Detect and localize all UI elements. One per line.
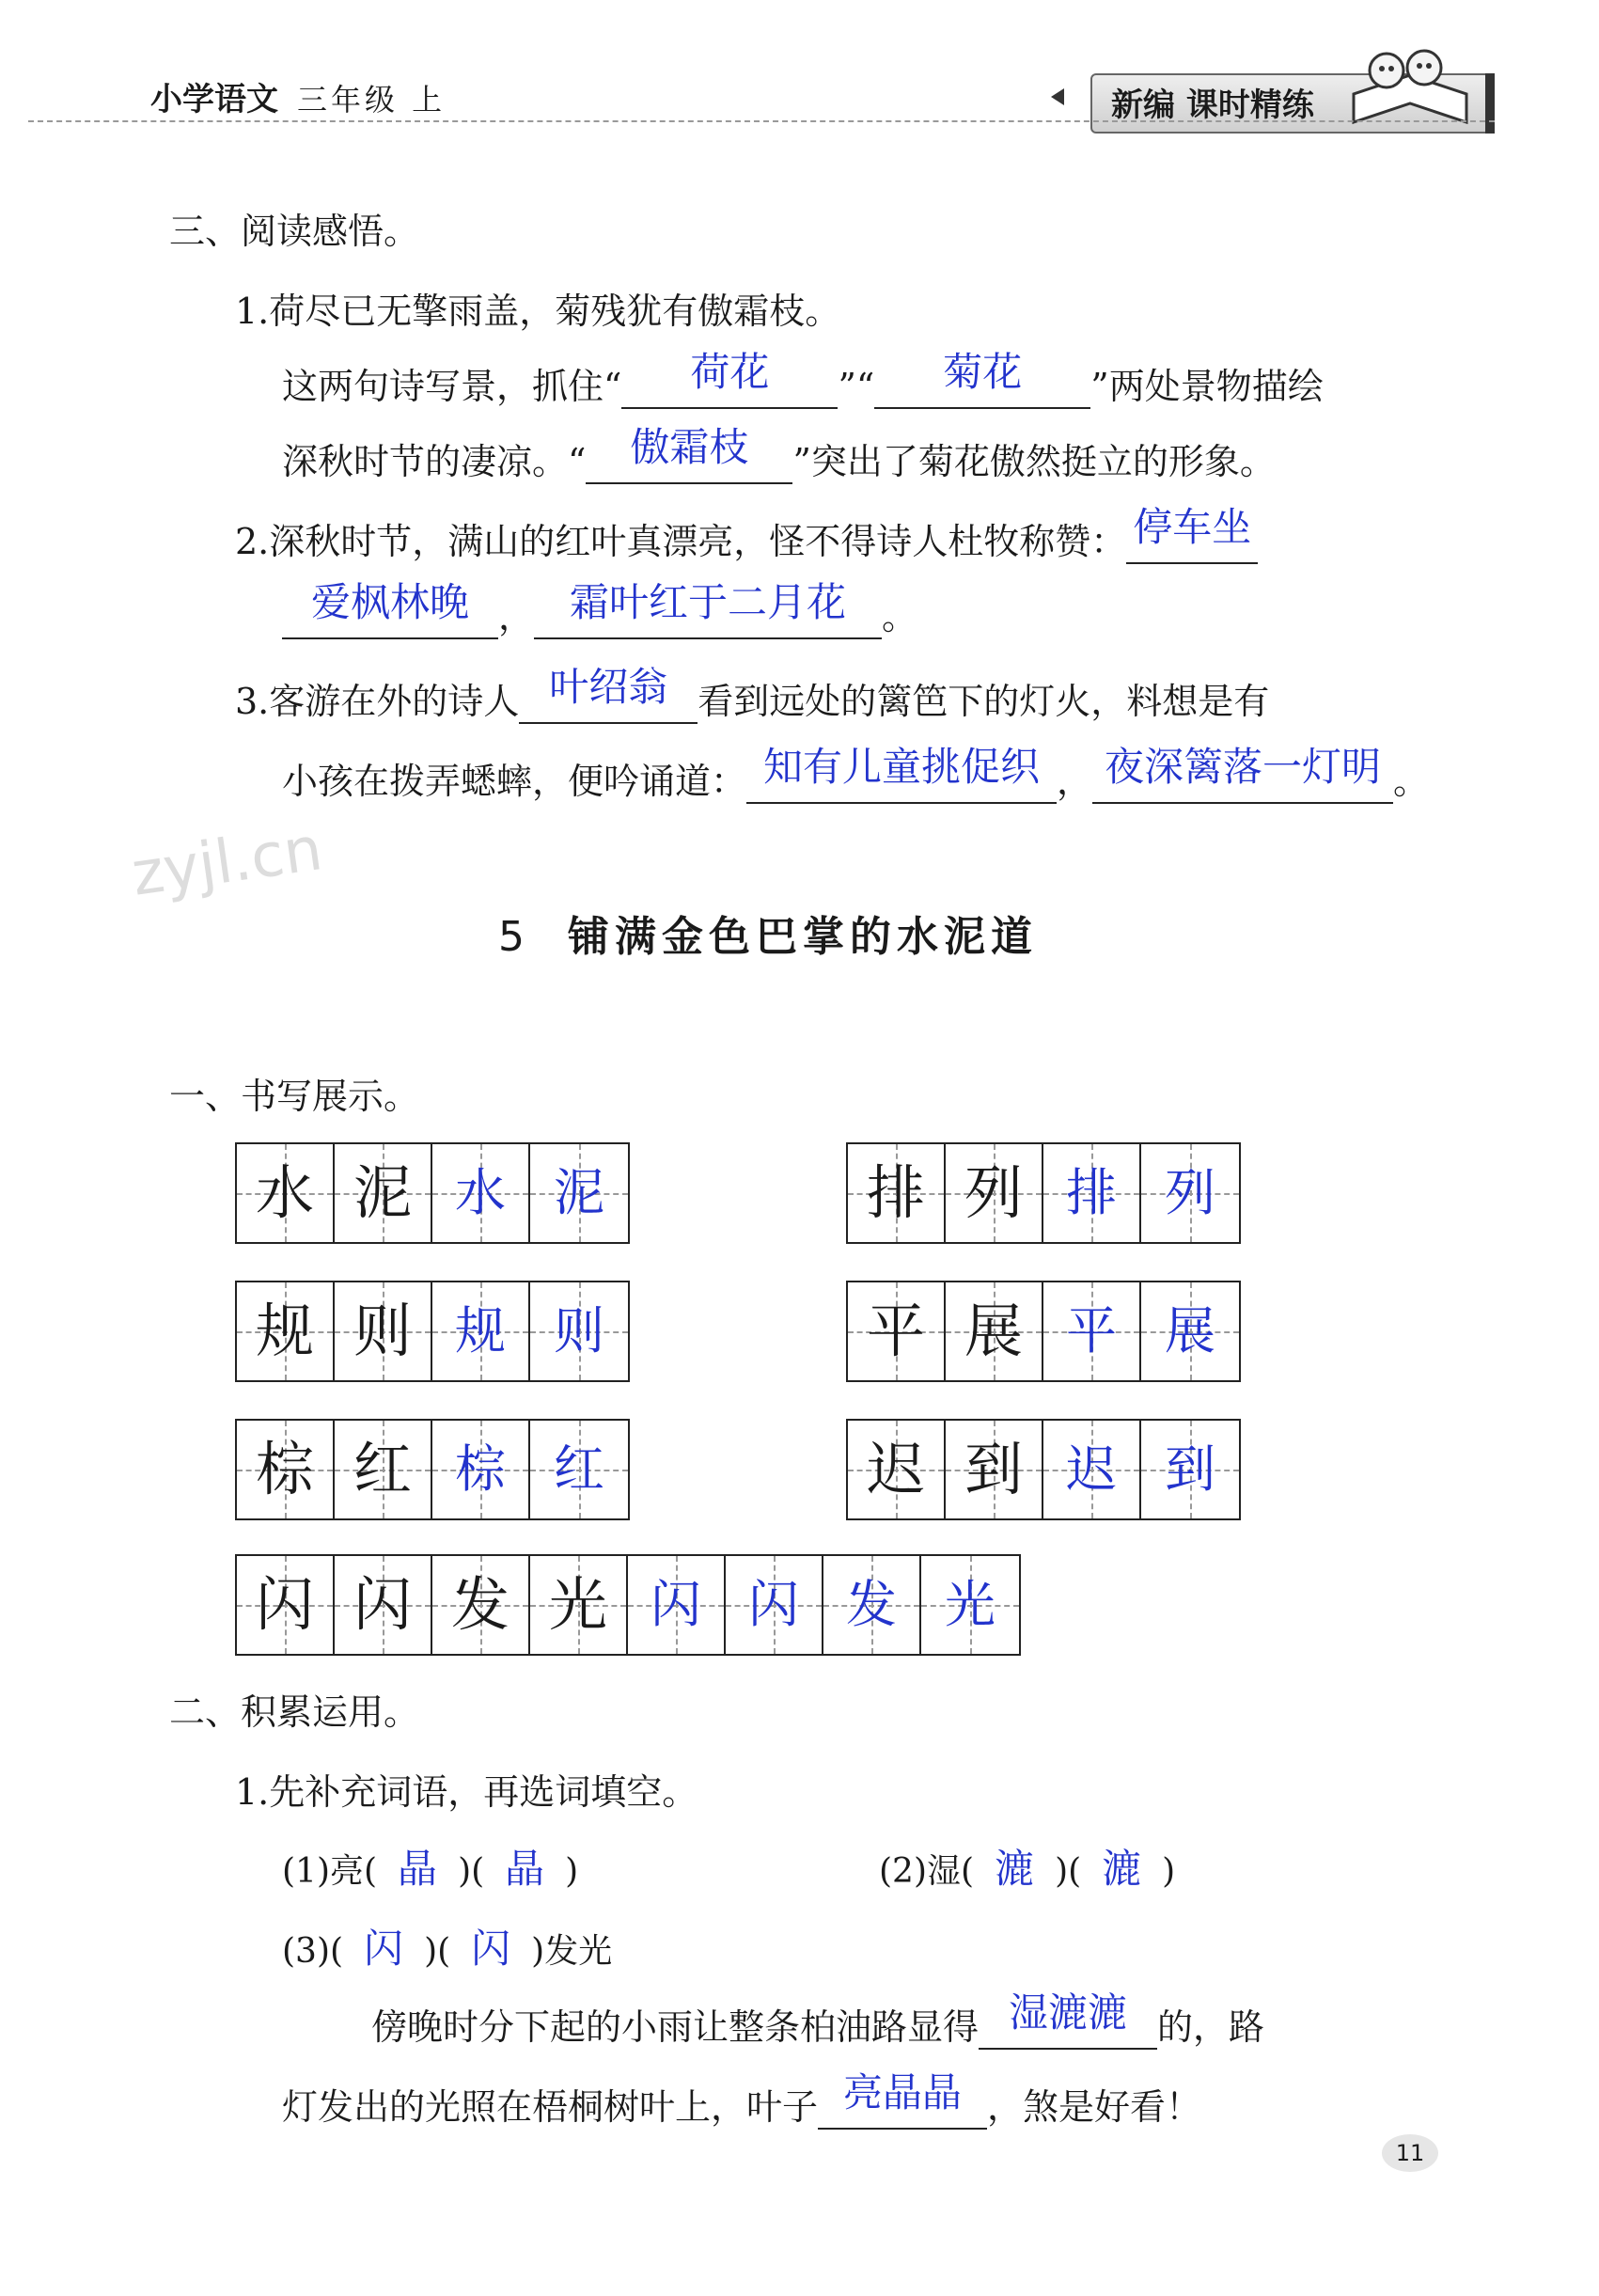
answer-blank[interactable]: 荷花	[621, 366, 838, 409]
grid-cell-answer[interactable]: 排	[1043, 1144, 1141, 1242]
s2-q1: 1.先补充词语，再选词填空。	[235, 1771, 698, 1813]
grid-cell-answer[interactable]: 水	[432, 1144, 530, 1242]
grid-cell: 迟	[848, 1421, 946, 1518]
lesson-number: 5	[498, 913, 530, 961]
answer-blank[interactable]: 爱枫林晚	[282, 596, 498, 639]
grid-cell: 光	[530, 1556, 628, 1654]
grid-cell: 规	[237, 1282, 335, 1380]
grid-cell-answer[interactable]: 棕	[432, 1421, 530, 1518]
header-bar	[1485, 73, 1495, 134]
grid-cell: 闪	[237, 1556, 335, 1654]
answer-blank[interactable]: 霜叶红于二月花	[534, 596, 882, 639]
writing-grid	[235, 1554, 1021, 1656]
grid-cell-answer[interactable]: 闪	[726, 1556, 823, 1654]
grid-cell-answer[interactable]: 光	[921, 1556, 1019, 1654]
grid-cell: 闪	[335, 1556, 432, 1654]
grid-cell: 发	[432, 1556, 530, 1654]
answer-blank[interactable]: 菊花	[874, 366, 1090, 409]
grid-cell-answer[interactable]: 迟	[1043, 1421, 1141, 1518]
subject-label: 小学语文	[150, 81, 278, 118]
answer-char[interactable]: 闪	[364, 1926, 404, 1972]
writing-grid	[846, 1142, 1241, 1244]
answer-char[interactable]: 漉	[1102, 1846, 1142, 1892]
q2-line1: 2.深秋时节，满山的红叶真漂亮，怪不得诗人杜牧称赞： 停车坐	[235, 512, 1258, 564]
grid-cell: 水	[237, 1144, 335, 1242]
answer-blank[interactable]: 傲霜枝	[586, 441, 792, 484]
grid-cell-answer[interactable]: 泥	[530, 1144, 628, 1242]
answer-blank[interactable]: 亮晶晶	[818, 2086, 987, 2130]
fill-line-1: 傍晚时分下起的小雨让整条柏油路显得 湿漉漉 的，路	[371, 1989, 1265, 2048]
grid-cell: 展	[946, 1282, 1043, 1380]
writing-grid	[235, 1281, 630, 1382]
header-divider	[28, 120, 1495, 122]
answer-blank[interactable]: 叶绍翁	[519, 681, 698, 724]
writing-grid	[846, 1419, 1241, 1520]
book-mascot-icon	[1344, 38, 1476, 132]
word-item-3: (3)( 闪 )( 闪 )发光	[282, 1926, 613, 1972]
q3-line2: 小孩在拨弄蟋蟀，便吟诵道： 知有儿童挑促织 ， 夜深篱落一灯明 。	[282, 744, 1430, 802]
grid-cell: 泥	[335, 1144, 432, 1242]
grid-cell: 则	[335, 1282, 432, 1380]
writing-grid	[235, 1142, 630, 1244]
q2-line2: 爱枫林晚 ， 霜叶红于二月花 。	[282, 588, 917, 639]
section-title-accumulate: 二、积累运用。	[169, 1691, 420, 1733]
grid-cell-answer[interactable]: 闪	[628, 1556, 726, 1654]
answer-blank[interactable]: 知有儿童挑促织	[746, 761, 1057, 804]
answer-char[interactable]: 晶	[505, 1846, 545, 1892]
grid-cell-answer[interactable]: 则	[530, 1282, 628, 1380]
page-number: 11	[1382, 2134, 1438, 2172]
triangle-marker-icon	[1051, 88, 1064, 105]
grid-cell: 排	[848, 1144, 946, 1242]
grid-cell-answer[interactable]: 规	[432, 1282, 530, 1380]
grade-label: 三年级 上	[297, 82, 447, 118]
word-item-2: (2)湿( 漉 )( 漉 )	[879, 1846, 1176, 1892]
writing-grid	[846, 1281, 1241, 1382]
grid-cell: 列	[946, 1144, 1043, 1242]
q3-line1: 3.客游在外的诗人 叶绍翁 看到远处的篱笆下的灯火，料想是有	[235, 664, 1270, 722]
grid-cell: 棕	[237, 1421, 335, 1518]
series-label: 新编 课时精练	[1111, 86, 1314, 124]
answer-char[interactable]: 闪	[471, 1926, 511, 1972]
q1-line2: 深秋时节的凄凉。“ 傲霜枝 ”突出了菊花傲然挺立的形象。	[282, 424, 1276, 482]
grid-cell-answer[interactable]: 平	[1043, 1282, 1141, 1380]
lesson-title-text: 铺满金色巴掌的水泥道	[568, 913, 1038, 961]
fill-line-2: 灯发出的光照在梧桐树叶上，叶子 亮晶晶 ，煞是好看！	[282, 2069, 1202, 2128]
grid-cell: 平	[848, 1282, 946, 1380]
grid-cell-answer[interactable]: 列	[1141, 1144, 1239, 1242]
lesson-title	[498, 903, 1038, 963]
writing-grid	[235, 1419, 630, 1520]
answer-char[interactable]: 晶	[398, 1846, 438, 1892]
section-title-writing: 一、书写展示。	[169, 1076, 420, 1117]
grid-cell-answer[interactable]: 红	[530, 1421, 628, 1518]
grid-cell: 红	[335, 1421, 432, 1518]
q1-line1: 这两句诗写景，抓住“ 荷花 ”“ 菊花 ”两处景物描绘	[282, 349, 1324, 407]
q1-poem: 1.荷尽已无擎雨盖，菊残犹有傲霜枝。	[235, 291, 841, 332]
answer-blank[interactable]: 停车坐	[1126, 521, 1258, 564]
grid-cell-answer[interactable]: 到	[1141, 1421, 1239, 1518]
section-title-reading: 三、阅读感悟。	[169, 211, 420, 252]
watermark: zyjl.cn	[127, 814, 327, 910]
grid-cell-answer[interactable]: 展	[1141, 1282, 1239, 1380]
word-item-1: (1)亮( 晶 )( 晶 )	[282, 1846, 579, 1892]
answer-char[interactable]: 漉	[995, 1846, 1035, 1892]
grid-cell: 到	[946, 1421, 1043, 1518]
answer-blank[interactable]: 湿漉漉	[979, 2006, 1157, 2050]
answer-blank[interactable]: 夜深篱落一灯明	[1092, 761, 1393, 804]
header-subject	[150, 73, 446, 119]
grid-cell-answer[interactable]: 发	[823, 1556, 921, 1654]
